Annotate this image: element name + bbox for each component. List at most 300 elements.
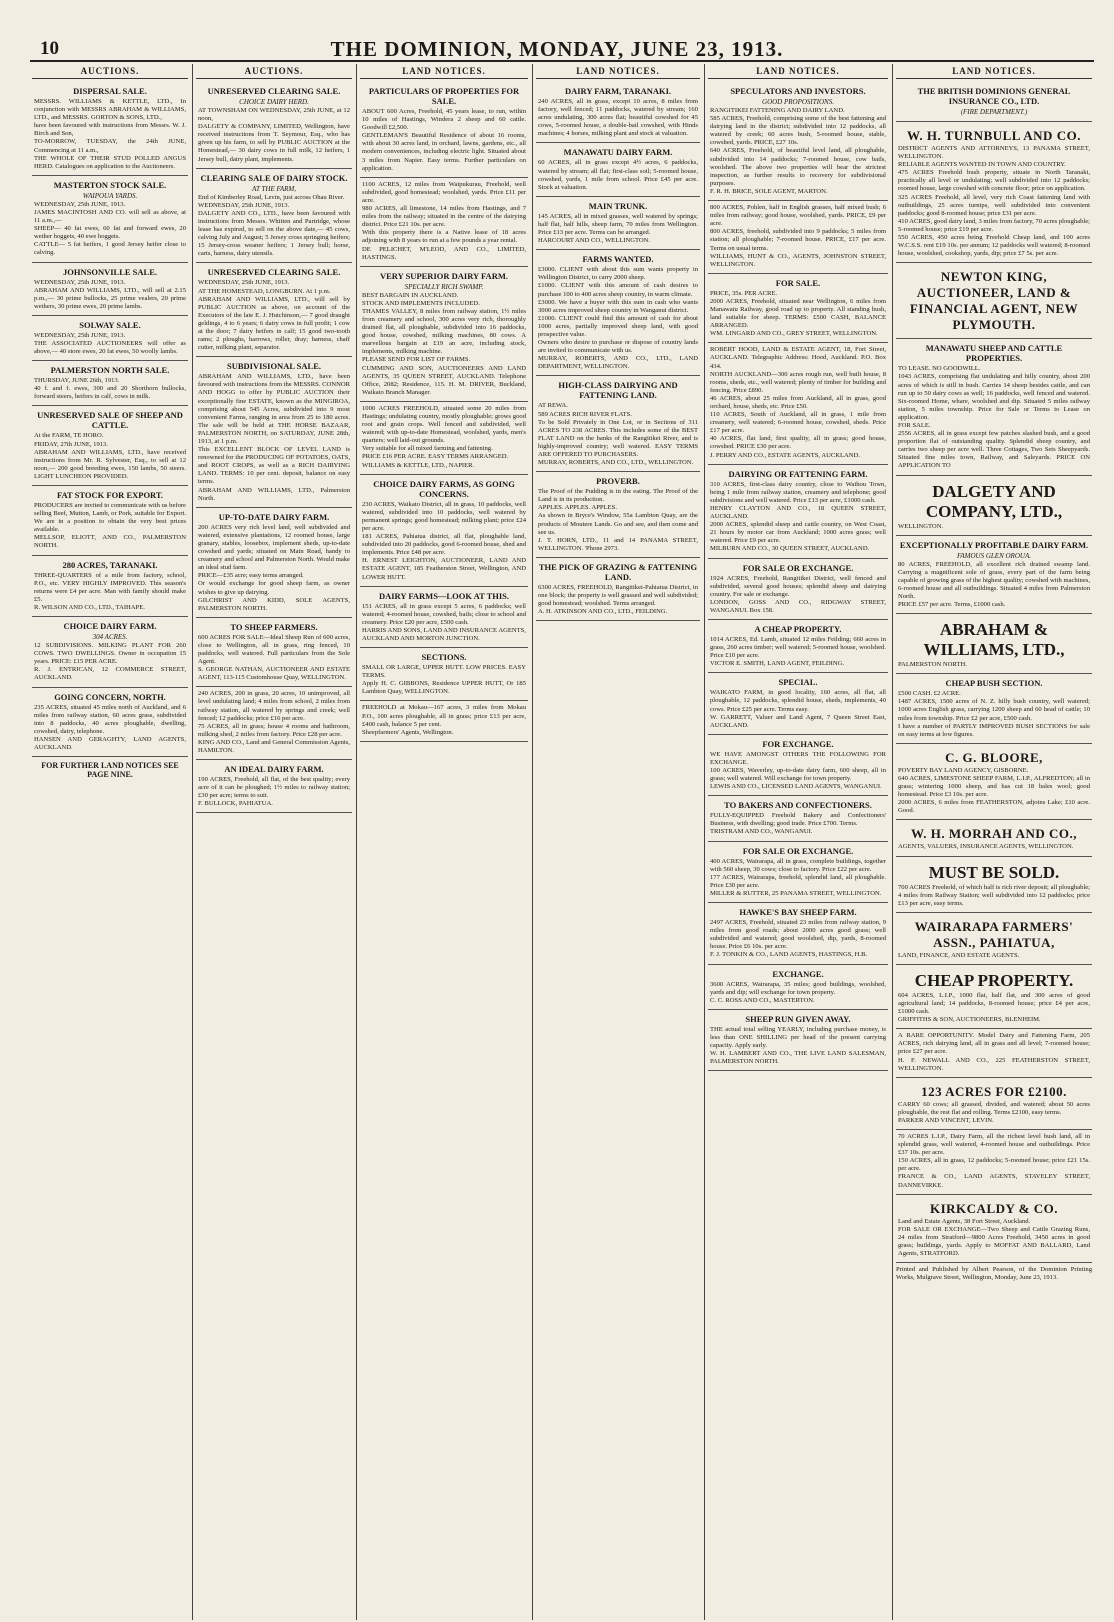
ad-title: A CHEAP PROPERTY. [754, 623, 842, 634]
ad-text: 80 ACRES, FREEHOLD, all excellent rich drained swamp land. Carrying a magnificent sole of grass, every part of the farm being capable of growing grass of the highest quality; cowshed with machines, 6-roomed house and all outbuildings. Situated 4 miles from Palmerston North. [898, 560, 1090, 600]
ad-title: PARTICULARS OF PROPERTIES FOR SALE. [368, 86, 520, 106]
ad-text: Land and Estate Agents, 38 Fort Street, Auckland. [898, 1217, 1031, 1225]
ad-text: HARCOURT AND CO., WELLINGTON. [538, 237, 651, 245]
ad-title: TO SHEEP FARMERS. [230, 621, 318, 632]
advertisement [896, 913, 1092, 965]
ad-text: WE HAVE AMONGST OTHERS THE FOLLOWING FOR EXCHANGE. [710, 750, 886, 766]
advertisement [708, 620, 888, 673]
ad-title: FOR SALE OR EXCHANGE. [742, 562, 854, 573]
ad-text: THE ASSOCIATED AUCTIONEERS will offer as above,— 40 store ewes, 20 fat ewes, 50 woolly lambs. [34, 339, 186, 356]
advertisement [708, 465, 888, 559]
ad-title: SUBDIVISIONAL SALE. [226, 361, 321, 372]
ad-title: GOING CONCERN, NORTH. [54, 691, 166, 702]
ad-subtitle: GOOD PROPOSITIONS. [762, 98, 834, 106]
ad-text: JAMES MACINTOSH AND CO. will sell as above, at 11 a.m.,— [34, 208, 186, 225]
ad-text: Or would exchange for good sheep farm, as owner wishes to give up dairying. [198, 580, 350, 596]
ad-text: C. C. ROSS AND CO., MASTERTON. [710, 996, 815, 1004]
ad-title: FOR SALE OR EXCHANGE. [742, 845, 854, 856]
ad-text: TRISTRAM AND CO., WANGANUI. [710, 828, 813, 836]
ad-text: ABRAHAM AND WILLIAMS, LTD., have been favoured with instructions from the MESSRS. CONNOR AND HOGG to offer by PUBLIC AUCTION their exceptionally fine ESTATE, known as the MINGIROA, comprising about 545 Acres, subdivided into 9 most convenient Farms, ranging in area from 25 to 180 acres. The sale will be held at THE HORSE BAZAAR, PALMERSTON NORTH, on SATURDAY, JUNE 28th, 1913, at 1 p.m. [198, 373, 350, 445]
ad-text: 40 ACRES, flat land, first quality, all in grass; good house, cowshed. PRICE £30 per acre. [710, 435, 886, 451]
ad-text: A. H. ATKINSON AND CO., LTD., FEILDING. [538, 608, 668, 616]
ad-text: £1000. CLIENT with this amount of cash desires to purchase 100 to 400 acres sheep country, in warm climate. [538, 282, 698, 298]
ad-text: LONDON, GOSS AND CO., RIDGWAY STREET, WANGANUI. Box 158. [710, 598, 886, 614]
display-heading: DALGETY AND COMPANY, LTD., [925, 481, 1063, 521]
ad-text: End of Kimberley Road, Levin, just across Ohau River. [198, 193, 345, 201]
ad-subtitle: AT THE FARM, [251, 184, 296, 193]
ad-text: 110 ACRES, South of Auckland, all in grass, 1 mile from creamery, well watered; 6-roomed house, cowshed, sheds. Price £17 per acre. [710, 411, 886, 435]
ad-title: EXCHANGE. [772, 968, 824, 979]
ad-text: 12 SUBDIVISIONS. MILKING PLANT FOR 260 COWS. TWO DWELLINGS. Owner in occupation 15 years. PRICE: £15 PER ACRE. [34, 642, 186, 666]
ad-text: 235 ACRES, situated 45 miles north of Auckland, and 6 miles from railway station, 60 acres grass, subdivided into 8 paddocks, 40 acres ploughable, dwelling, cowshed, dairy, telephone. [34, 703, 186, 735]
ad-text: MESSRS. WILLIAMS & KETTLE, LTD., In conjunction with MESSRS ABRAHAM & WILLIAMS, LTD., and MESSRS. GORTON & SONS, LTD., [34, 98, 186, 122]
advertisement [32, 316, 188, 361]
agent-name: C. G. BLOORE, [945, 749, 1043, 765]
column-1 [32, 64, 188, 1620]
ad-text: F. BULLOCK, PAHIATUA. [198, 800, 273, 808]
advertisement [536, 197, 700, 250]
ad-text: 40 f. and f. ewes, 300 and 20 Shorthorn bullocks, forward steers, heifers in calf, cows in milk. [34, 385, 186, 401]
advertisement [896, 263, 1092, 339]
advertisement [536, 250, 700, 376]
ad-text: 240 ACRES, all in grass, except 10 acres, 8 miles from factory, well fenced; 11 paddocks, watered by stream; 160 acres undulating, 300 acres flat; beautiful cowshed for 45 cows, 5-roomed house, a double-bail cowshed, with Hinds machines; 4 horses, milking plant and stock at valuation. [538, 98, 698, 138]
ad-title: UNRESERVED SALE OF SHEEP AND CATTLE. [37, 410, 183, 431]
ad-text: 640 ACRES, LIMESTONE SHEEP FARM, L.I.P., ALFREDTON; all in grass; wintering 1000 sheep, and has cut 18 bales wool; good homestead. Price £3 10s. per acre. [898, 774, 1090, 799]
advertisement [196, 508, 352, 618]
advertisement [708, 735, 888, 796]
ad-text: WELLINGTON. [898, 522, 944, 530]
ad-text: FRANCE & CO., LAND AGENTS, STAVELEY STREET, DANNEVIRKE. [898, 1173, 1090, 1189]
ad-text: 70 ACRES L.I.P., Dairy Farm, all the richest level bush land, all in splendid grass, well watered, 4-roomed house and outbuildings. Price £37 10s. per acre. [898, 1133, 1090, 1157]
ad-text: 181 ACRES, Pahiatua district, all flat, ploughable land, subdivided into 20 paddocks, good 6-roomed house, shed and implements. Price £48 per acre. [362, 533, 526, 557]
ad-text: PLEASE SEND FOR LIST OF FARMS. [362, 356, 471, 364]
ad-text: POVERTY BAY LAND AGENCY, GISBORNE. [898, 766, 1029, 774]
page-number: 10 [40, 38, 59, 59]
ad-text: AT THE HOMESTEAD, LONGBURN. At 1 p.m. [198, 287, 331, 295]
ad-title: HAWKE'S BAY SHEEP FARM. [739, 907, 857, 918]
ad-text: ABRAHAM AND WILLIAMS, LTD., will sell at 2.15 p.m.,— 30 prime bullocks, 25 prime vealers, 20 prime wethers, 30 prime ewes, 20 prime lambs. [34, 286, 186, 310]
ad-title: MAIN TRUNK. [588, 200, 648, 211]
ad-text: FREEHOLD at Mokau—167 acres, 3 miles from Mokau P.O., 100 acres ploughable, all in grass; price £13 per acre, £400 cash, balance 5 per cent. [362, 704, 526, 728]
ad-title: 280 ACRES, TARANAKI. [62, 559, 158, 570]
advertisement [708, 274, 888, 344]
ad-title: JOHNSONVILLE SALE. [63, 266, 157, 277]
ad-text: To be Sold Privately in One Lot, or in Sections of 311 ACRES TO 238 ACRES. This includes some of the BEST FLAT LAND on the banks of the Rangitikei River, and is highly-improved country; well watered. EASY TERMS ARE OFFERED TO PURCHASERS. [538, 418, 698, 458]
ad-text: ROBERT HOOD, LAND & ESTATE AGENT, 18, Fort Street, AUCKLAND. Telegraphic Address: Hood, Auckland. P.O. Box 434. [710, 346, 886, 370]
ad-title: UP-TO-DATE DAIRY FARM. [218, 511, 330, 522]
ad-text: THREE-QUARTERS of a mile from factory, school, P.O., etc. VERY HIGHLY IMPROVED. This season's returns were £4 per acre. Man with family should make £5. [34, 571, 186, 603]
ad-text: 200 ACRES very rich level land, well subdivided and watered, extensive plantations, 12 roomed house, large granary, stables, loosebox, implement sheds, up-to-date cowshed and yards; situated on Main Road, handy to creamery and school and Palmerston North. Would make an ideal stud farm. [198, 523, 350, 572]
ad-text: APPLES. APPLES. APPLES. [538, 504, 617, 512]
advertisement [32, 263, 188, 316]
advertisement [708, 559, 888, 620]
ad-text: GENTLEMAN'S Beautiful Residence of about 16 rooms, with about 30 acres land, in orchard, lawns, gardens, etc., all modern conveniences, including electric light. Situated about 3 miles from Napier. Easy terms. Further particulars on application. [362, 132, 526, 172]
ad-text: LEWIS AND CO., LICENSED LAND AGENTS, WANGANUI. [710, 783, 882, 791]
ad-text: 2497 ACRES, Freehold, situated 23 miles from railway station, 9 miles from good roads; about 2000 acres good grass; well subdivided and watered; good woolshed, dip, yards, 8-roomed house. Price £6 10s. per acre. [710, 919, 886, 951]
ad-text: J. T. HORN, LTD., 11 and 14 PANAMA STREET, WELLINGTON. 'Phone 2973. [538, 536, 698, 552]
ad-text: I have a number of PARTLY IMPROVED BUSH SECTIONS for sale on easy terms at low figures. [898, 722, 1090, 738]
ad-text: 46 ACRES, about 25 miles from Auckland, all in grass, good orchard, house, sheds, etc. Price £50. [710, 394, 886, 410]
advertisement [896, 1195, 1092, 1263]
ad-text: Sheepfarmers' Agents, Wellington. [362, 728, 454, 736]
ad-title: FAT STOCK FOR EXPORT. [56, 490, 164, 500]
column-2 [196, 64, 352, 1620]
ad-subtitle: (FIRE DEPARTMENT.) [960, 108, 1028, 116]
advertisement [896, 1078, 1092, 1130]
column-header: LAND NOTICES. [896, 64, 1092, 79]
see-page-nine-note: FOR FURTHER LAND NOTICES SEE PAGE NINE. [41, 761, 179, 780]
agent-name: W. H. TURNBULL AND CO. [907, 128, 1081, 143]
ad-text: 145 ACRES, all in mixed grasses, well watered by springs; half flat, half hills, sheep farm, 70 miles from Wellington. Price £13 per acre. Terms can be arranged. [538, 212, 698, 237]
advertisement [196, 687, 352, 760]
masthead [0, 0, 1114, 61]
ad-text: £500 CASH. £2 ACRE. [898, 690, 961, 698]
ad-subtitle: CHOICE DAIRY HERD. [239, 98, 309, 106]
column-divider [532, 64, 533, 1620]
advertisement [32, 486, 188, 556]
ad-text: 2000 ACRES, Freehold, situated near Wellington, 6 miles from Manawatu Railway, good road up to property. All standing bush, land suitable for sheep. TERMS: £500 CASH, BALANCE ARRANGED. [710, 297, 886, 330]
ad-text: J. PERRY AND CO., ESTATE AGENTS, AUCKLAND. [710, 451, 860, 459]
ad-text: 240 ACRES, 200 in grass, 20 acres, 10 unimproved, all level undulating land; 4 miles from school, 2 miles from railway station, all watered by springs and creek; well fenced; 12 paddocks; price £16 per acre. [198, 690, 350, 722]
ad-text: H. ERNEST LEIGHTON, AUCTIONEER, LAND AND ESTATE AGENT, 185 Featherston Street, Wellington, AND LOWER HUTT. [362, 557, 526, 581]
ad-text: 2000 ACRES, splendid sheep and cattle country, on West Coast, 21 hours by motor car from Auckland; 1000 acres grass; well watered. Price £9 per acre. [710, 521, 886, 545]
ad-text: W. H. LAMBERT AND CO., THE LIVE LAND SALESMAN, PALMERSTON NORTH. [710, 1050, 886, 1066]
advertisement [196, 760, 352, 813]
ad-text: ABRAHAM AND WILLIAMS, LTD., will sell by PUBLIC AUCTION as above, on account of the Executors of the late E. J. Hutchinson,— 7 good draught geldings, 4 to 6 years; 6 dairy cows in full profit; 1 cow at the door; 7 dairy heifers in calf; 15 good two-tooth rams; 2 ploughs, harrows, roller, dray; harness, chaff cutter, milking plant, separator. [198, 295, 350, 352]
column-5 [708, 64, 888, 1620]
ad-text: 475 ACRES Freehold bush property, situate in North Taranaki, practically all level or undulating; well subdivided into 12 paddocks; roomed house, large cowshed with concrete floor; price on application. [898, 169, 1090, 193]
ad-text: FRIDAY, 27th JUNE, 1913. [34, 440, 109, 448]
ad-text: At the FARM, TE HORO. [34, 432, 104, 440]
ad-text: 230 ACRES, Waikato District, all in grass, 10 paddocks, well watered, subdivided into 10 paddocks, well watered by permanent springs; good homestead; milking plant; price £24 per acre. [362, 500, 526, 532]
advertisement [32, 82, 188, 176]
ad-title: SPECULATORS AND INVESTORS. [730, 86, 866, 96]
advertisement [708, 1010, 888, 1071]
ad-text: MELLSOP, ELIOTT, AND CO., PALMERSTON NORTH. [34, 534, 186, 550]
ad-title: DAIRY FARM, TARANAKI. [564, 86, 672, 96]
ad-title: MANAWATU SHEEP AND CATTLE PROPERTIES. [925, 343, 1063, 364]
ad-text: VICTOR E. SMITH, LAND AGENT, FEILDING. [710, 660, 845, 668]
ad-text: S. GEORGE NATHAN, AUCTIONEER AND ESTATE AGENT, 113-115 Customhouse Quay, WELLINGTON. [198, 666, 350, 682]
ad-title: PROVERB. [596, 476, 640, 487]
ad-text: 100 ACRES, Waverley, up-to-date dairy farm, 600 sheep, all in grass; well watered. Will exchange for town property. [710, 767, 886, 783]
ad-text: PARKER AND VINCENT, LEVIN. [898, 1116, 994, 1124]
ad-text: 1924 ACRES, Freehold, Rangitikei District, well fenced and subdivided, several good houses; splendid sheep and dairying country. For sale or exchange. [710, 574, 886, 598]
agent-name: WAIRARAPA FARMERS' ASSN., PAHIATUA, [914, 918, 1074, 950]
ad-text: 2000 ACRES, 6 miles from FEATHERSTON, adjoins Lake; £10 acre. Good. [898, 799, 1090, 815]
advertisement [896, 339, 1092, 475]
advertisement [196, 263, 352, 357]
ad-text: WILLIAMS & KETTLE, LTD., NAPIER. [362, 461, 475, 469]
ad-text: FOR SALE OR EXCHANGE—Two Sheep and Cattle Grazing Runs, 24 miles from Stratford—9800 Acres Freehold, 3450 acres in good grass; buildings, yards. Apply to MOFFAT AND BALLARD, Land Agents, STRATFORD. [898, 1225, 1090, 1258]
column-4 [536, 64, 700, 1620]
ad-text: 640 ACRES, Freehold, of beautiful level land, all ploughable, subdivided into 14 paddocks; 7-roomed house, cow bails, woolshed. The above two properties will bear the strictest inspection, as further results to recovery for subdivisional purposes. [710, 147, 886, 187]
ad-text: 151 ACRES, all in grass except 5 acres, 6 paddocks; well watered; 4-roomed house, cowshed, bails; close to school and creamery. Price £20 per acre, £500 cash. [362, 602, 526, 626]
ad-text: 410 ACRES, good dairy land, 3 miles from factory, 70 acres ploughable; 5-roomed house; price £19 per acre. [898, 217, 1090, 233]
ad-text: 6300 ACRES, FREEHOLD, Rangitikei-Pahiatua District, in one block; the property is well grassed and well subdivided; good homestead; woolshed. Terms arranged. [538, 583, 698, 608]
ad-text: GILCHRIST AND KIDD, SOLE AGENTS, PALMERSTON NORTH. [198, 596, 350, 612]
ad-text: 1000 ACRES FREEHOLD, situated some 20 miles from Hastings; undulating country, mostly ploughable; grows good root and grain crops. Well fenced and subdivided, well watered; with up-to-date Homestead, woolshed, yards, men's quarters; well laid-out grounds. [362, 404, 526, 445]
ad-text: 800 ACRES, Pohlen, half in English grasses, half mixed bush; 6 miles from railway; good house, woolshed, yards. PRICE, £9 per acre. [710, 204, 886, 228]
advertisement [32, 176, 188, 263]
ad-title: SPECIAL. [778, 677, 818, 688]
ad-text: £3000. We have a buyer with this sum in cash who wants 3000 acres improved sheep country in Wanganui district. [538, 298, 698, 314]
newspaper-title: THE DOMINION, MONDAY, JUNE 23, 1913. [330, 37, 784, 61]
advertisement [360, 701, 528, 741]
ad-title: UNRESERVED CLEARING SALE. [207, 86, 341, 96]
advertisement [32, 406, 188, 486]
ad-text: TO LEASE. NO GOODWILL. [898, 365, 981, 373]
ad-text: PRICE, 35s. PER ACRE. [710, 289, 778, 297]
ad-text: SMALL OR LARGE, UPPER HUTT. LOW PRICES. EASY TERMS. [362, 664, 526, 680]
advertisement [896, 1130, 1092, 1195]
ad-title: MASTERTON STOCK SALE. [53, 179, 167, 190]
column-divider [356, 64, 357, 1620]
ad-subtitle: SPECIALLY RICH SWAMP. [404, 282, 484, 291]
ad-text: AGENTS, VALUERS, INSURANCE AGENTS, WELLINGTON. [898, 843, 1074, 851]
ad-text: PRICE—£35 acre; easy terms arranged. [198, 572, 304, 580]
advertisement [708, 796, 888, 841]
ad-text: MILBURN AND CO., 30 QUEEN STREET, AUCKLAND. [710, 545, 870, 553]
ad-title: PALMERSTON NORTH SALE. [50, 365, 170, 376]
ad-title: SHEEP RUN GIVEN AWAY. [745, 1013, 851, 1024]
ad-title: DAIRY FARMS—LOOK AT THIS. [378, 590, 510, 601]
ad-text: DALGETY AND CO., LTD., have been favoured with instructions from Messrs. Whitten and Partridge, whose lease has expired, to sell on the above date,— 45 cows, calving July and August; 5 Jersey cross springing heifers; 15 Jersey-cross weaner heifers; 1 Jersey bull; horse, carts, harness, dairy utensils. [198, 209, 350, 258]
ad-text: WEDNESDAY, 25th JUNE, 1913. [34, 200, 126, 208]
advertisement [896, 1029, 1092, 1077]
ad-text: A RARE OPPORTUNITY. Model Dairy and Fattening Farm, 205 ACRES, rich dairying land, all in grass and all level; 7-roomed house; price £27 per acre. [898, 1032, 1090, 1056]
ad-text: WILLIAMS, HUNT & CO., AGENTS, JOHNSTON STREET, WELLINGTON. [710, 252, 886, 268]
ad-title: FOR EXCHANGE. [762, 738, 834, 749]
display-heading: ABRAHAM & WILLIAMS, LTD., [923, 620, 1065, 660]
ad-text: 177 ACRES, Wairarapa, freehold, splendid land, all ploughable. Price £30 per acre. [710, 873, 886, 889]
ad-text: THAMES VALLEY, 8 miles from railway station, 1½ miles from creamery and school, 300 acres very rich, thoroughly drained flat, all ploughable, subdivided into 16 paddocks, good house, cowshed, milking machines, 80 cows. A marvellous bargain at £19 an acre, including stock, implements, milking machine. [362, 307, 526, 356]
ad-text: PRICE £16 PER ACRE. EASY TERMS ARRANGED. [362, 453, 509, 461]
ad-text: ABRAHAM AND WILLIAMS, LTD., Palmerston North. [198, 486, 350, 502]
ad-text: MURRAY, ROBERTS, AND CO., LTD., LAND DEPARTMENT, WELLINGTON. [538, 355, 698, 371]
ad-text: THE actual total selling YEARLY, including purchase money, is less than ONE SHILLING per head of the present carrying capacity. Apply early. [710, 1025, 886, 1049]
agent-name: W. H. MORRAH AND CO., [910, 826, 1078, 842]
ad-text: WAIKATO FARM, in good locality, 160 acres, all flat, all ploughable, 12 paddocks, splendid house, sheds, implements, 40 cows. Price £25 per acre. Terms easy. [710, 689, 886, 713]
advertisement [896, 744, 1092, 821]
ad-text: 700 ACRES Freehold, of which half is rich river deposit; all ploughable; 4 miles from Railway Station; well subdivided into 12 paddocks; price £13 per acre, easy terms. [898, 883, 1090, 907]
ad-text: THURSDAY, JUNE 26th, 1913. [34, 377, 120, 385]
column-divider [892, 64, 893, 1620]
ad-text: CATTLE— 5 fat heifers, 1 good Jersey heifer close to calving. [34, 241, 186, 257]
ad-text: 1043 ACRES, comprising flat undulating and hilly country, about 200 acres of which is still in bush. Carries 14 sheep besides cattle, and can run up to 50 dairy cows as well; 16 paddocks, well fenced and watered. Six-roomed Home, whare, woolshed and dip. Situated 5 miles railway station, 5 miles township. Price for Sale or Terms to Lease on application. [898, 373, 1090, 421]
ad-text: 550 ACRES, 450 acres being Freehold Cheap land, and 100 acres W.C.S.S. rent £19 10s. per annum; 12 paddocks well watered; 8-roomed house, woolshed, cookshop, yards, dip; price £7 5s. per acre. [898, 234, 1090, 258]
ad-text: CUMMING AND SON, AUCTIONEERS AND LAND AGENTS, 35 QUEEN STREET, AUCKLAND. Telephone Office, 2082; Residence, 115. H. M. DRIVER, Buckland, Waikato Branch Manager. [362, 364, 526, 396]
ad-text: TO-MORROW, TUESDAY, the 24th JUNE, Commencing at 11 a.m., [34, 138, 186, 154]
ad-title: TO BAKERS AND CONFECTIONERS. [724, 800, 872, 811]
ad-text: MILLER & RUTTER, 25 PANAMA STREET, WELLINGTON. [710, 889, 882, 897]
advertisement [360, 475, 528, 587]
advertisement [196, 618, 352, 688]
ad-text: R. J. ENTRICAN, 12 COMMERCE STREET, AUCKLAND. [34, 666, 186, 682]
ad-text: 310 ACRES, first-class dairy country, close to Waihou Town, being 1 mile from railway station, creamery and telephone; good subdivisions and well watered. Price £13 per acre, £1000 cash. [710, 480, 886, 504]
ad-text: 1100 ACRES, 12 miles from Waipukurau, Freehold, well subdivided, good homestead; woolshed, yards. Price £11 per acre. [362, 180, 526, 204]
advertisement [536, 472, 700, 558]
ad-text: F. R. H. BRICE, SOLE AGENT, MARTON. [710, 187, 828, 195]
ad-text: WEDNESDAY, 25th JUNE, 1913. [34, 278, 126, 286]
ad-text: £1000. CLIENT could find this amount of cash for about 1000 acres, partially improved sheep land, with good prospective value. [538, 314, 698, 338]
ad-text: STOCK AND IMPLEMENTS INCLUDED. [362, 299, 480, 307]
ad-text: AT TOWNSHAM ON WEDNESDAY, 25th JUNE, at 12 noon, [198, 107, 350, 123]
ad-subtitle: WAIPOUA YARDS. [82, 191, 138, 200]
advertisement [708, 343, 888, 464]
column-header: LAND NOTICES. [360, 64, 528, 79]
ad-text: 604 ACRES, L.I.P., 1000 flat, half flat, and 300 acres of good agricultural land; 14 paddocks, 8-roomed house; price £4 per acre, £1000 cash. [898, 991, 1090, 1016]
ad-text: FOR SALE. [898, 421, 931, 429]
ad-subtitle: 304 ACRES. [92, 633, 128, 642]
ad-title: CHOICE DAIRY FARMS, AS GOING CONCERNS. [373, 478, 515, 499]
agent-name: KIRKCALDY & CO. [930, 1200, 1058, 1216]
ad-text: FULLY-EQUIPPED Freehold Bakery and Confectioners' Business, with dwelling; good trade. Price £700. Terms. [710, 812, 886, 828]
advertisement [360, 648, 528, 701]
ad-text: DE PELICHET, M'LEOD, AND CO., LIMITED, HASTINGS. [362, 245, 526, 261]
advertisement [896, 476, 1092, 536]
ad-text: DISTRICT AGENTS AND ATTORNEYS, 13 PANAMA STREET, WELLINGTON. [898, 145, 1090, 161]
advertisement [32, 688, 188, 758]
column-header: LAND NOTICES. [708, 64, 888, 79]
column-6 [896, 64, 1092, 1620]
ad-title: MANAWATU DAIRY FARM. [563, 147, 673, 158]
ad-text: 400 ACRES, Wairarapa, all in grass, complete buildings, together with 560 sheep, 30 cows; close to factory. Price £22 per acre. [710, 857, 886, 873]
advertisement [896, 857, 1092, 913]
column-header: LAND NOTICES. [536, 64, 700, 79]
ad-text: WEDNESDAY, 25th JUNE, 1913. [198, 279, 290, 287]
advertisement [360, 267, 528, 402]
ad-text: DALGETY & COMPANY, LIMITED, Wellington, have received instructions from T. Seymour, Esq., who has given up his farm, to sell by PUBLIC AUCTION at the Homestead,— 30 dairy cows in full milk, 12 heifers, 1 Jersey bull, dairy plant, implements. [198, 123, 350, 163]
ad-text: 600 ACRES FOR SALE—Ideal Sheep Run of 600 acres, close to Wellington, all in grass, ring fenced, 10 paddocks, well watered. Full particulars from the Sole Agent. [198, 633, 350, 666]
advertisement [708, 201, 888, 274]
ad-text: RELIABLE AGENTS WANTED IN TOWN AND COUNTRY. [898, 161, 1066, 169]
ad-text: 589 ACRES RICH RIVER FLATS. [538, 410, 632, 418]
advertisement [360, 587, 528, 648]
ad-title: AN IDEAL DAIRY FARM. [224, 764, 324, 775]
ad-text: F. J. TONKIN & CO., LAND AGENTS, HASTINGS, H.B. [710, 951, 868, 959]
advertisement [708, 965, 888, 1010]
ad-title: FARMS WANTED. [582, 254, 654, 265]
ad-text: 1014 ACRES, Ed. Lamb, situated 12 miles Feilding; 660 acres in grass, 260 acres timber; well watered; 5-roomed house, woolshed. Price £10 per acre. [710, 635, 886, 660]
advertisement [360, 178, 528, 267]
ad-title: SECTIONS. [421, 652, 467, 663]
ad-text: RANGITIKEI FATTENING AND DAIRY LAND. [710, 107, 845, 114]
column-header: AUCTIONS. [196, 64, 352, 79]
advertisement [896, 614, 1092, 674]
ad-text: NORTH AUCKLAND—300 acres rough run, well built house, 8 rooms, sheds, etc., well watered; plenty of timber for building and fencing. Price £890. [710, 370, 886, 394]
advertisement [896, 965, 1092, 1029]
ad-text: PALMERSTON NORTH. [898, 661, 967, 669]
ad-text: 585 ACRES, Freehold, comprising some of the best fattening and dairying land in the district; subdivided into 12 paddocks, all watered by creek; 60 acres bush, 5-roomed house, stable, cowshed, yards. PRICE, £27 10s. [710, 115, 886, 147]
column-header: AUCTIONS. [32, 64, 188, 79]
ad-text: 1487 ACRES, 1500 acres of N. Z. hilly bush country, well watered; 1000 acres English grass, carrying 1200 sheep and 60 head of cattle; 10 miles from township. Price £2 per acre, £500 cash. [898, 698, 1090, 722]
ad-text: The Proof of the Pudding is in the eating. The Proof of the Land is in its production. [538, 488, 698, 504]
column-3 [360, 64, 528, 1620]
advertisement [896, 536, 1092, 615]
advertisement [32, 556, 188, 617]
agent-name: NEWTON KING, AUCTIONEER, LAND & FINANCIAL AGENT, NEW PLYMOUTH. [909, 269, 1079, 333]
ad-subtitle: FAMOUS GLEN OROUA. [957, 551, 1031, 560]
ad-title: CHEAP BUSH SECTION. [945, 678, 1043, 689]
advertisement [896, 82, 1092, 122]
ad-text: MURRAY, ROBERTS, AND CO., LTD., WELLINGTON. [538, 459, 694, 467]
ad-text: 190 ACRES, Freehold, all flat, of the best quality; every acre of it can be ploughed; 1½ miles to railway station; £30 per acre; terms to suit. [198, 776, 350, 800]
ad-text: WEDNESDAY, 25th JUNE, 1913. [198, 201, 290, 209]
ad-title: UNRESERVED CLEARING SALE. [207, 267, 341, 278]
ad-text: 980 ACRES, all limestone, 14 miles from Hastings, and 7 miles from the railway; situated in the centre of the dairying district. Price £21 10s. per acre. [362, 205, 526, 229]
ad-text: £3000. CLIENT with about this sum wants property in Wellington District, to carry 2000 sheep. [538, 266, 698, 282]
masthead-rule [30, 60, 1094, 62]
ad-text: This EXCELLENT BLOCK OF LEVEL LAND is renowned for the PRODUCING OF POTATOES, OATS, and ROOT CROPS, as well as a RICH DAIRYING LAND. TERMS: 10 per cent. deposit, balance on easy terms. [198, 446, 350, 486]
ad-text: GRIFFITHS & SON, AUCTIONEERS, BLENHEIM. [898, 1016, 1041, 1024]
ad-text: HARRIS AND SONS, LAND AND INSURANCE AGENTS, AUCKLAND AND MORTON JUNCTION. [362, 626, 526, 642]
ad-text: 75 ACRES, all in grass; house 4 rooms and bathroom, milking shed, 2 miles from factory. Price £28 per acre. [198, 722, 350, 738]
advertisement [32, 617, 188, 687]
ad-title: EXCEPTIONALLY PROFITABLE DAIRY FARM. [899, 539, 1089, 550]
ad-text: WM. LINGARD AND CO., GREY STREET, WELLINGTON. [710, 330, 878, 338]
ad-text: PRICE £57 per acre. Terms, £1000 cash. [898, 601, 1006, 609]
ad-title: DISPERSAL SALE. [73, 86, 147, 96]
advertisement [896, 674, 1092, 744]
ad-text: have been favoured with instructions from Messrs. W. J. Birch and Son, [34, 122, 186, 138]
advertisement [196, 169, 352, 264]
column-divider [704, 64, 705, 1620]
advertisement [708, 842, 888, 903]
ad-text: HANSEN AND GERAGHTY, LAND AGENTS, AUCKLAND. [34, 735, 186, 751]
ad-text: 3600 ACRES, Wairarapa, 35 miles; good buildings, woolshed, yards and dip; will exchange for town property. [710, 980, 886, 996]
ad-text: R. WILSON AND CO., LTD., TAIHAPE. [34, 603, 145, 611]
ad-text: WEDNESDAY, 25th JUNE, 1913. [34, 331, 126, 339]
ad-title: FOR SALE. [775, 277, 821, 288]
advertisement [32, 361, 188, 406]
ad-title: SOLWAY SALE. [79, 319, 141, 330]
ad-text: With this property there is a Native lease of 18 acres adjoining with 8 years to run at a few pounds a year rental. [362, 229, 526, 245]
ad-title: HIGH-CLASS DAIRYING AND FATTENING LAND. [558, 380, 678, 401]
ad-text: 325 ACRES Freehold, all level, very rich Coast fattening land with outbuildings, 25 acres turnips, well subdivided into convenient paddocks; good 8-roomed house; price £31 per acre. [898, 193, 1090, 217]
ad-text: AT REWA. [538, 402, 568, 410]
agent-name: 123 ACRES FOR £2100. [921, 1083, 1067, 1099]
ad-title: CHOICE DAIRY FARM. [63, 621, 157, 632]
printer-imprint: Printed and Published by Albert Pearson, of the Dominion Printing Works, Mulgrave Street, Wellington, Monday, June 23, 1913. [896, 1266, 1092, 1282]
ad-text: H. F. NEWALL AND CO., 225 FEATHERSTON STREET, WELLINGTON. [898, 1056, 1090, 1072]
ad-title: VERY SUPERIOR DAIRY FARM. [379, 270, 508, 281]
ad-text: SHEEP— 40 fat ewes, 60 fat and forward ewes, 20 wether hoggets, 40 ewe hoggets. [34, 225, 186, 241]
ad-text: ABRAHAM AND WILLIAMS, LTD., have received instructions from Mr. R. Sylvester, Esq., to sell at 12 noon,— 200 good breeding ewes, 150 lambs, 50 steers. LIGHT LUNCHEON PROVIDED. [34, 448, 186, 480]
ad-text: As shown in Bryce's Window, 55a Lambton Quay, are the products of Moutere Lands. Go and see, and then come and see us. [538, 512, 698, 536]
column-divider [192, 64, 193, 1620]
advertisement [896, 820, 1092, 856]
ad-text: LAND, FINANCE, AND ESTATE AGENTS. [898, 951, 1020, 959]
advertisement [360, 402, 528, 475]
ad-title: DAIRYING OR FATTENING FARM. [728, 468, 868, 479]
advertisement [196, 357, 352, 508]
ad-text: KING AND CO., Land and General Commission Agents, HAMILTON. [198, 738, 350, 754]
ad-text: ABOUT 600 Acres, Freehold, 45 years lease, to run, within 10 miles of Hastings, Windera 2 sheep and 60 cattle. Goodwill £2,500. [362, 108, 526, 132]
ad-text: PRODUCERS are invited to communicate with us before selling Beef, Mutton, Lamb, or Pork, suitable for Export. We are in a position to obtain the very best prices available. [34, 502, 186, 534]
advertisement [536, 558, 700, 621]
ad-text: 2556 ACRES, all in grass except few patches slashed bush, and a good proportion flat of outstanding quality. Splendid sheep country, and carries two sheep per acre well. Three Cottages, Two Sets Sheepyards. Situated fine miles town, Railway, and Saleyards. PRICE ON APPLICATION TO [898, 430, 1090, 470]
display-heading: CHEAP PROPERTY. [914, 970, 1074, 990]
ad-text: BEST BARGAIN IN AUCKLAND. [362, 291, 459, 299]
advertisement [708, 673, 888, 734]
ad-text: 60 ACRES, all in grass except 4½ acres, 6 paddocks, watered by stream; all flat; first-class soil; 5-roomed house, cowshed, yards, 1 mile from school. Price £45 per acre. Stock at valuation. [538, 159, 698, 191]
ad-text: 800 ACRES, freehold, subdivided into 9 paddocks; 5 miles from station; all ploughable; 7-roomed house. PRICE, £17 per acre. Terms on usual terms. [710, 228, 886, 252]
advertisement [360, 82, 528, 178]
ad-text: W. GARRETT, Valuer and Land Agent, 7 Queen Street East, AUCKLAND. [710, 713, 886, 729]
advertisement [708, 82, 888, 201]
ad-text: THE WHOLE OF THEIR STUD POLLED ANGUS HERD. Catalogues on application to the Auctioneers. [34, 154, 186, 170]
